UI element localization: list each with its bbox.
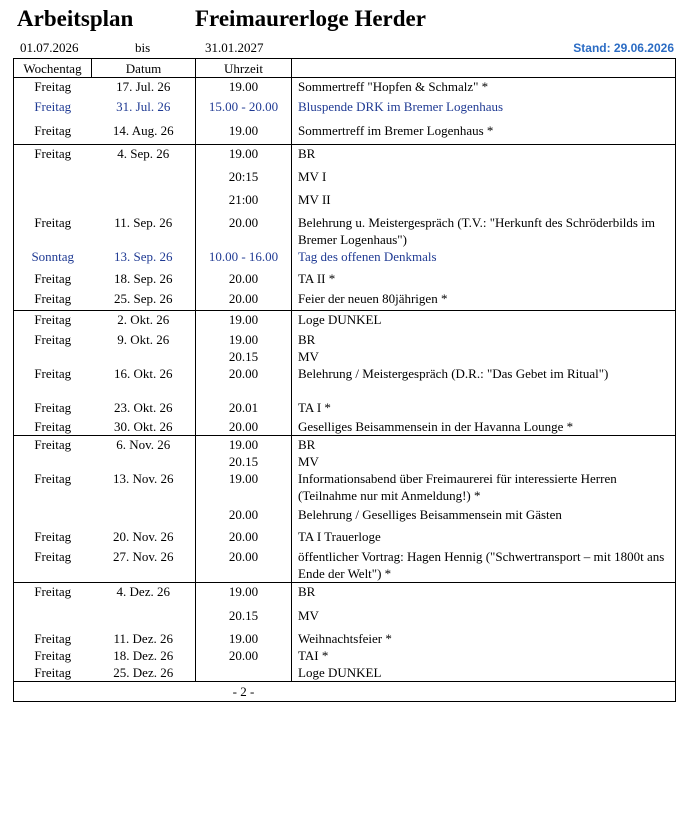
cell-event: TA I Trauerloge bbox=[292, 528, 676, 548]
cell-wochentag: Freitag bbox=[14, 98, 92, 122]
cell-datum bbox=[92, 168, 196, 191]
cell-uhrzeit: 20.00 bbox=[196, 647, 292, 664]
cell-wochentag: Freitag bbox=[14, 418, 92, 436]
cell-uhrzeit: 21:00 bbox=[196, 191, 292, 214]
cell-wochentag: Sonntag bbox=[14, 248, 92, 270]
table-row bbox=[14, 122, 676, 145]
cell-wochentag: Freitag bbox=[14, 331, 92, 348]
cell-datum: 31. Jul. 26 bbox=[116, 99, 171, 114]
cell-datum: 6. Nov. 26 bbox=[92, 436, 196, 454]
table-row bbox=[14, 365, 676, 399]
cell-event: Belehrung / Geselliges Beisammensein mit Gästen bbox=[292, 506, 676, 528]
cell-uhrzeit: 20:15 bbox=[196, 168, 292, 191]
cell-uhrzeit: 19.00 bbox=[196, 122, 292, 145]
cell-datum: 13. Sep. 26 bbox=[114, 249, 173, 264]
cell-event: Belehrung / Meistergespräch (D.R.: "Das Gebet im Ritual") bbox=[292, 365, 676, 399]
document-title bbox=[17, 6, 426, 32]
cell-wochentag: Freitag bbox=[14, 311, 92, 332]
cell-uhrzeit: 20.00 bbox=[196, 214, 292, 248]
cell-uhrzeit: 19.00 bbox=[196, 470, 292, 506]
cell-datum: 17. Jul. 26 bbox=[116, 79, 171, 94]
table-row bbox=[14, 548, 676, 583]
cell-wochentag bbox=[14, 348, 92, 365]
table-row bbox=[14, 607, 676, 630]
date-to: 31.01.2027 bbox=[205, 40, 264, 55]
cell-event: Bluspende DRK im Bremer Logenhaus bbox=[292, 98, 676, 122]
cell-uhrzeit: 20.01 bbox=[196, 399, 292, 418]
cell-datum: 27. Nov. 26 bbox=[112, 549, 174, 564]
cell-datum bbox=[92, 506, 196, 528]
table-row bbox=[14, 470, 676, 506]
cell-datum: 4. Dez. 26 bbox=[92, 583, 196, 608]
cell-datum: 23. Okt. 26 bbox=[114, 400, 173, 415]
cell-uhrzeit bbox=[196, 664, 292, 682]
footer-row bbox=[14, 682, 676, 702]
cell-event: BR bbox=[292, 436, 676, 454]
cell-uhrzeit: 19.00 bbox=[196, 630, 292, 647]
cell-wochentag: Freitag bbox=[14, 399, 92, 418]
table-row bbox=[14, 191, 676, 214]
cell-wochentag: Freitag bbox=[14, 145, 92, 169]
cell-wochentag: Freitag bbox=[14, 214, 92, 248]
cell-datum: 14. Aug. 26 bbox=[112, 123, 174, 138]
stand-date: Stand: 29.06.2026 bbox=[573, 41, 674, 55]
table-row bbox=[14, 348, 676, 365]
cell-wochentag bbox=[14, 453, 92, 470]
cell-datum: 11. Dez. 26 bbox=[113, 631, 173, 646]
table-row bbox=[14, 248, 676, 270]
cell-wochentag: Freitag bbox=[14, 583, 92, 608]
cell-uhrzeit: 15.00 - 20.00 bbox=[196, 98, 292, 122]
table-row bbox=[14, 418, 676, 436]
cell-wochentag: Freitag bbox=[14, 664, 92, 682]
table-header-row bbox=[14, 59, 676, 78]
cell-event: öffentlicher Vortrag: Hagen Hennig ("Schwertransport – mit 1800t ans Ende der Welt") * bbox=[292, 548, 676, 583]
cell-event: Informationsabend über Freimaurerei für interessierte Herren (Teilnahme nur mit Anmeldung!) * bbox=[292, 470, 676, 506]
table-row bbox=[14, 506, 676, 528]
cell-uhrzeit: 20.00 bbox=[196, 418, 292, 436]
cell-datum: 13. Nov. 26 bbox=[112, 471, 174, 486]
cell-wochentag: Freitag bbox=[14, 528, 92, 548]
cell-event: Tag des offenen Denkmals bbox=[292, 248, 676, 270]
bis-label: bis bbox=[135, 40, 151, 55]
date-range-line bbox=[0, 40, 690, 56]
cell-wochentag: Freitag bbox=[14, 630, 92, 647]
table-row bbox=[14, 290, 676, 311]
cell-event: MV bbox=[292, 348, 676, 365]
col-header-wochentag: Wochentag bbox=[14, 59, 92, 78]
cell-wochentag bbox=[14, 607, 92, 630]
cell-uhrzeit: 19.00 bbox=[196, 436, 292, 454]
cell-wochentag: Freitag bbox=[14, 365, 92, 399]
col-header-event bbox=[292, 59, 676, 78]
cell-datum: 18. Sep. 26 bbox=[114, 271, 173, 286]
col-header-uhrzeit: Uhrzeit bbox=[196, 59, 292, 78]
cell-datum bbox=[92, 191, 196, 214]
cell-event: Loge DUNKEL bbox=[292, 311, 676, 332]
cell-event: Belehrung u. Meistergespräch (T.V.: "Herkunft des Schröderbilds im Bremer Logenhaus") bbox=[292, 214, 676, 248]
cell-datum: 25. Sep. 26 bbox=[114, 291, 173, 306]
cell-datum: 16. Okt. 26 bbox=[114, 366, 173, 381]
cell-wochentag bbox=[14, 191, 92, 214]
cell-datum: 11. Sep. 26 bbox=[114, 215, 173, 230]
cell-event: BR bbox=[292, 145, 676, 169]
cell-wochentag: Freitag bbox=[14, 548, 92, 583]
table-row bbox=[14, 168, 676, 191]
cell-uhrzeit: 20.00 bbox=[196, 548, 292, 583]
cell-uhrzeit: 20.00 bbox=[196, 365, 292, 399]
cell-wochentag: Freitag bbox=[14, 290, 92, 311]
table-row bbox=[14, 399, 676, 418]
cell-wochentag: Freitag bbox=[14, 647, 92, 664]
cell-uhrzeit: 20.00 bbox=[196, 528, 292, 548]
cell-datum bbox=[92, 607, 196, 630]
cell-uhrzeit: 19.00 bbox=[196, 145, 292, 169]
table-row bbox=[14, 145, 676, 169]
cell-event: Loge DUNKEL bbox=[292, 664, 676, 682]
table-row bbox=[14, 98, 676, 122]
table-row bbox=[14, 78, 676, 99]
table-row bbox=[14, 214, 676, 248]
cell-uhrzeit: 20.00 bbox=[196, 506, 292, 528]
cell-wochentag bbox=[14, 168, 92, 191]
date-from: 01.07.2026 bbox=[20, 40, 79, 55]
cell-event: Feier der neuen 80jährigen * bbox=[292, 290, 676, 311]
table-row bbox=[14, 528, 676, 548]
cell-uhrzeit: 20.15 bbox=[196, 607, 292, 630]
cell-uhrzeit: 19.00 bbox=[196, 78, 292, 99]
cell-event: MV II bbox=[292, 191, 676, 214]
table-row bbox=[14, 664, 676, 682]
title-arbeitsplan: Arbeitsplan bbox=[17, 6, 134, 31]
cell-event: Weihnachtsfeier * bbox=[292, 630, 676, 647]
table-row bbox=[14, 436, 676, 454]
cell-uhrzeit: 19.00 bbox=[196, 583, 292, 608]
cell-event: TAI * bbox=[292, 647, 676, 664]
table-row bbox=[14, 630, 676, 647]
table-row bbox=[14, 270, 676, 290]
cell-uhrzeit: 19.00 bbox=[196, 311, 292, 332]
cell-wochentag: Freitag bbox=[14, 78, 92, 99]
cell-event: MV I bbox=[292, 168, 676, 191]
schedule-table bbox=[13, 58, 676, 702]
cell-datum: 2. Okt. 26 bbox=[92, 311, 196, 332]
cell-uhrzeit: 10.00 - 16.00 bbox=[196, 248, 292, 270]
cell-event: TA II * bbox=[292, 270, 676, 290]
cell-datum bbox=[92, 348, 196, 365]
table-row bbox=[14, 331, 676, 348]
table-row bbox=[14, 453, 676, 470]
cell-wochentag: Freitag bbox=[14, 270, 92, 290]
table-row bbox=[14, 311, 676, 332]
cell-wochentag: Freitag bbox=[14, 122, 92, 145]
cell-event: Sommertreff im Bremer Logenhaus * bbox=[292, 122, 676, 145]
table-row bbox=[14, 583, 676, 608]
cell-uhrzeit: 20.00 bbox=[196, 290, 292, 311]
cell-datum: 18. Dez. 26 bbox=[113, 648, 174, 663]
cell-event: Sommertreff "Hopfen & Schmalz" * bbox=[292, 78, 676, 99]
cell-event: Geselliges Beisammensein in der Havanna Lounge * bbox=[292, 418, 676, 436]
cell-event: BR bbox=[292, 583, 676, 608]
cell-datum: 25. Dez. 26 bbox=[113, 665, 174, 680]
cell-uhrzeit: 19.00 bbox=[196, 331, 292, 348]
cell-datum: 20. Nov. 26 bbox=[112, 529, 174, 544]
cell-uhrzeit: 20.00 bbox=[196, 270, 292, 290]
page-number: - 2 - bbox=[196, 682, 292, 702]
table-row bbox=[14, 647, 676, 664]
cell-datum: 30. Okt. 26 bbox=[114, 419, 173, 434]
cell-wochentag: Freitag bbox=[14, 470, 92, 506]
col-header-datum: Datum bbox=[92, 59, 196, 78]
cell-event: MV bbox=[292, 607, 676, 630]
cell-uhrzeit: 20.15 bbox=[196, 348, 292, 365]
cell-datum: 9. Okt. 26 bbox=[117, 332, 170, 347]
cell-event: BR bbox=[292, 331, 676, 348]
cell-wochentag bbox=[14, 506, 92, 528]
cell-uhrzeit: 20.15 bbox=[196, 453, 292, 470]
cell-datum: 4. Sep. 26 bbox=[92, 145, 196, 169]
title-lodge-name: Freimaurerloge Herder bbox=[195, 6, 426, 31]
cell-datum bbox=[92, 453, 196, 470]
cell-wochentag: Freitag bbox=[14, 436, 92, 454]
cell-event: MV bbox=[292, 453, 676, 470]
cell-event: TA I * bbox=[292, 399, 676, 418]
